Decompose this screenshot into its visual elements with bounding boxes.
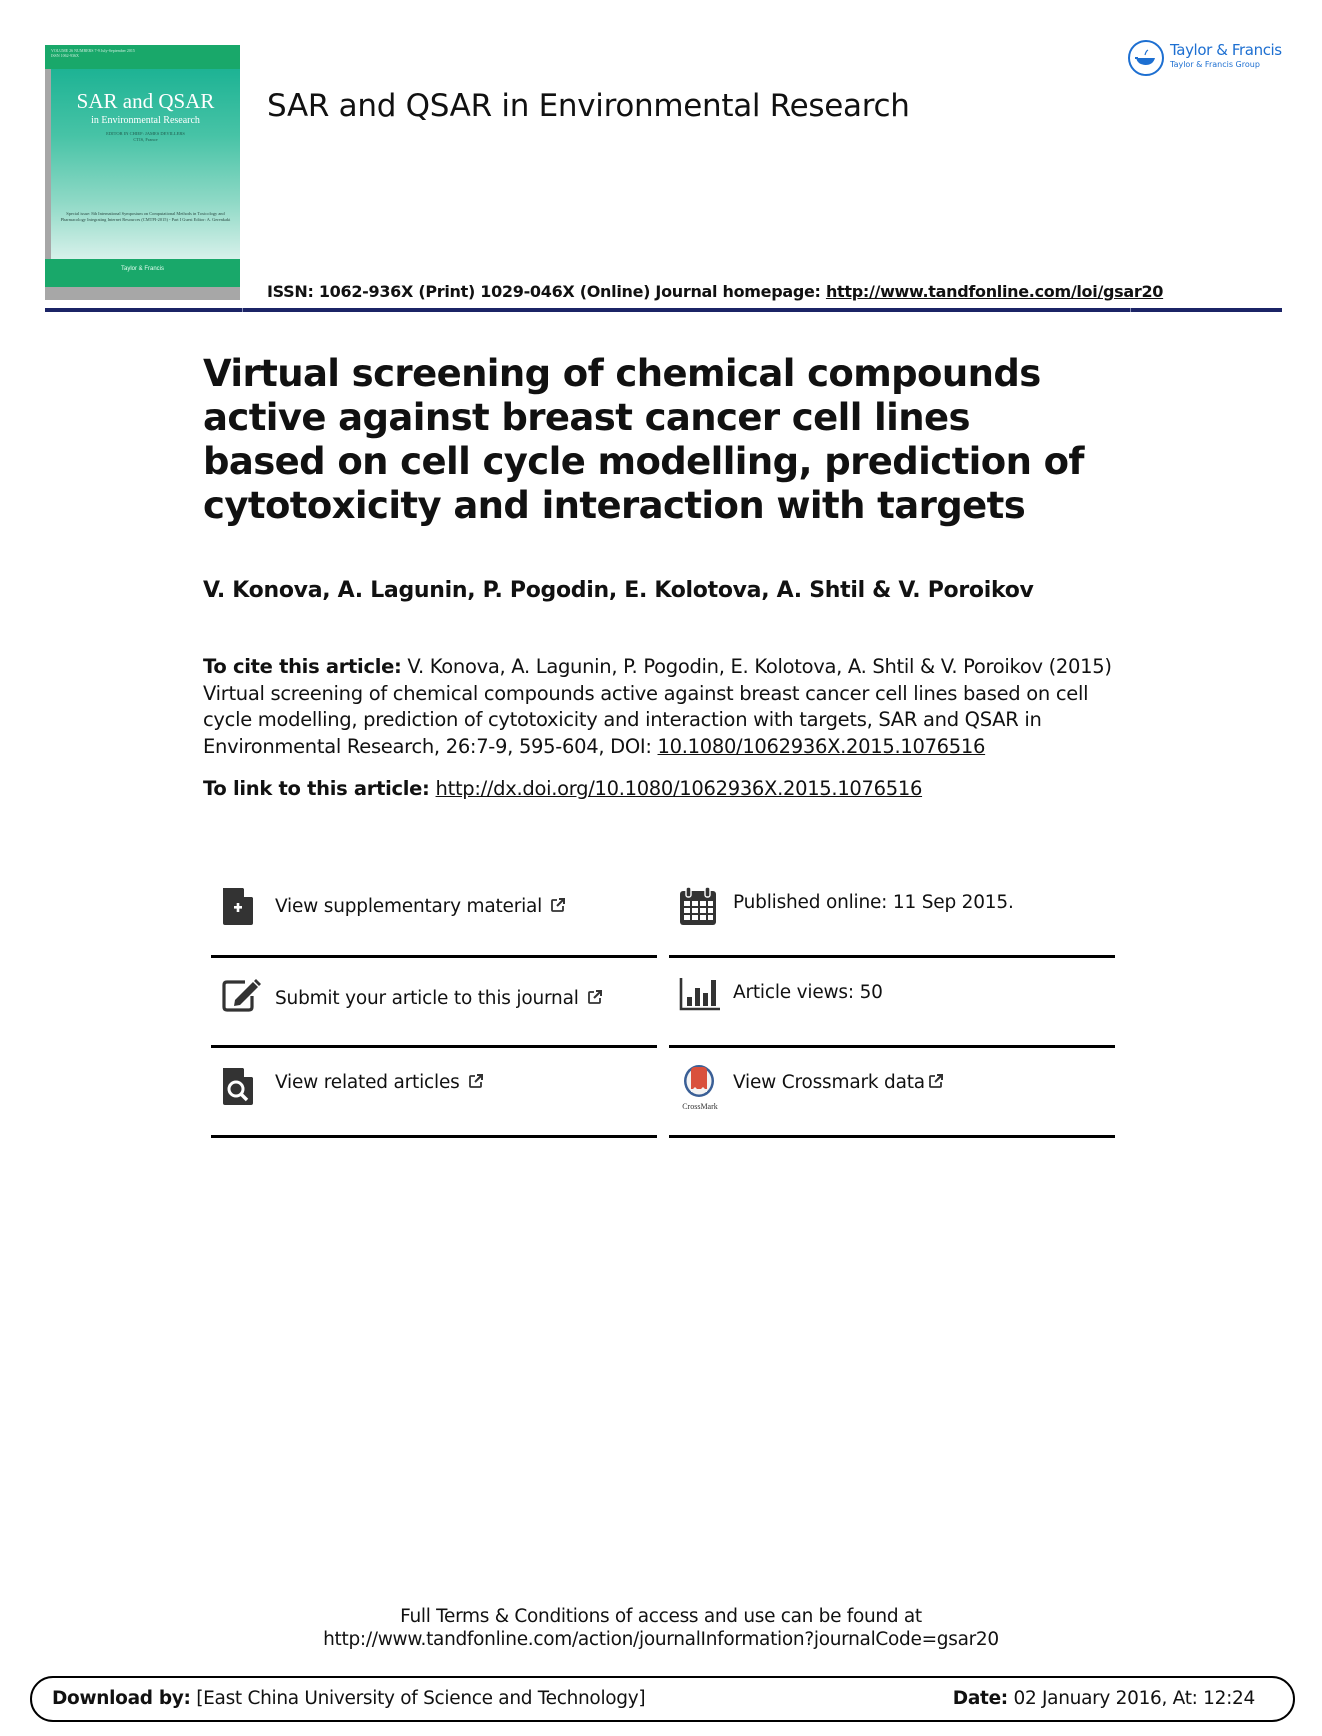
cover-editor: EDITOR IN CHIEF: JAMES DEVILLERS [106, 131, 185, 136]
link-label: To link to this article: [203, 777, 430, 800]
crossmark-caption: CrossMark [682, 1102, 718, 1111]
cover-subtitle: in Environmental Research [91, 115, 200, 126]
article-doi-url[interactable]: http://dx.doi.org/10.1080/1062936X.2015.1076516 [435, 777, 923, 800]
header-rule-divider [242, 308, 243, 312]
issn-line [267, 282, 1163, 301]
cover-volume-text: VOLUME 26 NUMBERS 7-9 July-September 2015 [51, 48, 135, 53]
bar-chart-icon [679, 976, 717, 1018]
article-authors: V. Konova, A. Lagunin, P. Pogodin, E. Kolotova, A. Shtil & V. Poroikov [203, 578, 1034, 603]
doi-link[interactable]: 10.1080/1062936X.2015.1076516 [657, 734, 986, 758]
article-views-info [669, 958, 1115, 1048]
calendar-icon [679, 886, 717, 928]
cover-bottom-band [45, 259, 240, 287]
publisher-logo [1128, 38, 1288, 78]
download-info-box [30, 1676, 1295, 1722]
related-articles-label: View related articles [275, 1072, 460, 1093]
journal-homepage-link[interactable]: http://www.tandfonline.com/loi/gsar20 [825, 282, 1164, 301]
date-value: 02 January 2016, At: 12:24 [1007, 1688, 1255, 1709]
edit-icon [221, 976, 259, 1018]
external-link-icon [550, 897, 566, 913]
cover-body [51, 69, 240, 259]
citation-block [203, 654, 1123, 760]
cover-title: SAR and QSAR [76, 89, 215, 113]
submit-label: Submit your article to this journal [275, 988, 579, 1009]
crossmark-label: View Crossmark data [733, 1072, 925, 1093]
view-supplementary-button[interactable] [211, 868, 657, 958]
view-related-articles-button[interactable] [211, 1048, 657, 1138]
file-plus-icon [221, 886, 259, 928]
journal-cover [45, 45, 240, 300]
article-title: Virtual screening of chemical compounds active against breast cancer cell lines based on cell cycle modelling, prediction of cytotoxicity and interaction with targets [203, 352, 1084, 527]
publisher-group: Taylor & Francis Group [1170, 60, 1260, 69]
external-link-icon [468, 1073, 484, 1089]
article-link-line [203, 777, 922, 800]
cover-publisher: Taylor & Francis [120, 266, 164, 272]
cover-issn-text: ISSN 1062-936X [51, 53, 79, 58]
publisher-name: Taylor & Francis [1170, 41, 1282, 59]
download-label: Download by: [52, 1688, 191, 1709]
view-crossmark-button[interactable] [669, 1048, 1115, 1138]
search-document-icon [221, 1066, 259, 1108]
terms-notice [0, 1605, 1322, 1651]
article-views-label: Article views: 50 [733, 982, 883, 1003]
cover-editor-affiliation: CTIS, France [133, 137, 158, 142]
cover-special-issue: Special issue: 8th International Symposium on Computational Methods in Toxicology and Pharmacology Integrating Internet Resources (CMTPI-2015) - Part I Guest Editor: A. Gerenkaki [60, 211, 231, 222]
published-online-info [669, 868, 1115, 958]
journal-title: SAR and QSAR in Environmental Research [267, 88, 910, 124]
row-divider [211, 1135, 657, 1138]
row-divider [669, 1135, 1115, 1138]
submit-article-button[interactable] [211, 958, 657, 1048]
download-date [953, 1688, 1255, 1709]
terms-url: http://www.tandfonline.com/action/journalInformation?journalCode=gsar20 [323, 1629, 999, 1650]
download-institution: [East China University of Science and Technology] [190, 1688, 646, 1709]
published-online-label: Published online: 11 Sep 2015. [733, 892, 1014, 913]
supplementary-label: View supplementary material [275, 896, 543, 917]
download-by [52, 1688, 645, 1709]
issn-label: ISSN: 1062-936X (Print) 1029-046X (Online) Journal homepage: [267, 282, 826, 301]
cite-text: V. Konova, A. Lagunin, P. Pogodin, E. Kolotova, A. Shtil & V. Poroikov (2015) Virtual screening of chemical compounds active against breast cancer cell lines based on cell cycle modelling, prediction of cytotoxicity and interaction with targets, SAR and QSAR in Environmental Research, 26:7-9, 595-604, DOI: [203, 655, 1112, 758]
header-rule [45, 308, 1282, 312]
date-label: Date: [952, 1688, 1008, 1709]
terms-line: Full Terms & Conditions of access and use can be found at [400, 1606, 922, 1627]
crossmark-icon [679, 1064, 721, 1114]
external-link-icon [587, 989, 603, 1005]
cite-label: To cite this article: [203, 655, 402, 678]
header-rule-divider [1130, 308, 1131, 312]
lamp-icon [1128, 40, 1164, 76]
external-link-icon [928, 1073, 944, 1089]
cover-top-band [45, 45, 240, 69]
